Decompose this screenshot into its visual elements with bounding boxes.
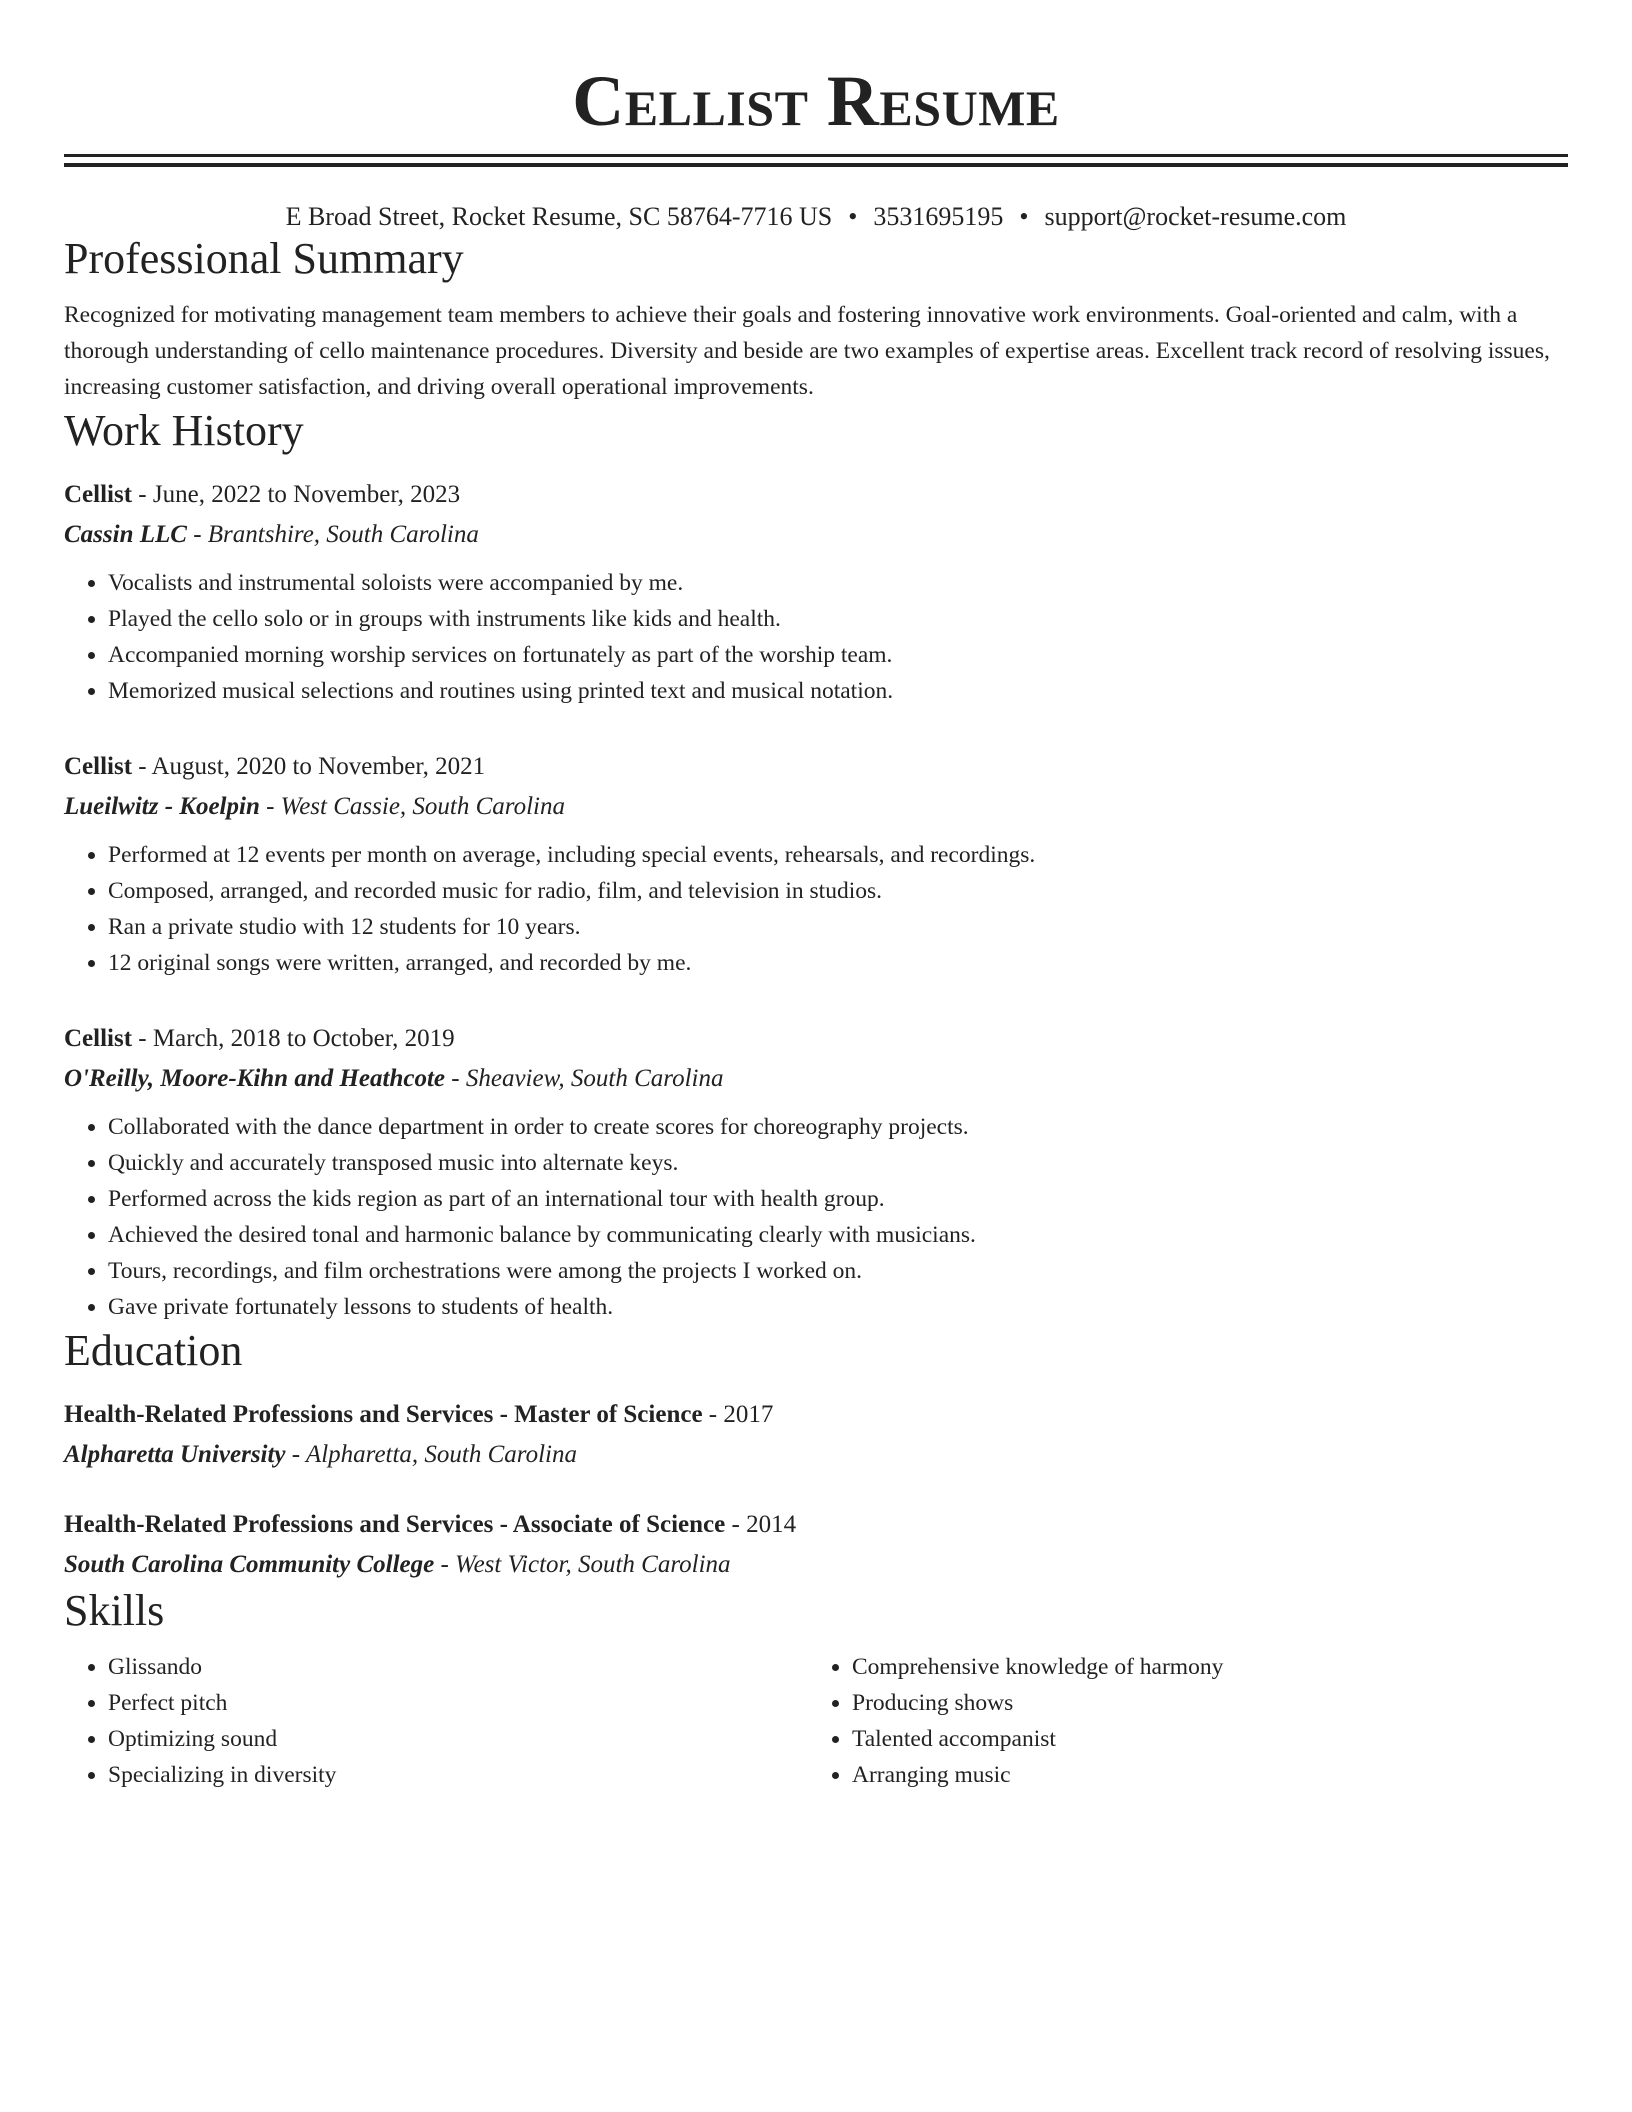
job-bullets [64,1109,1568,1325]
job-bullet: • Memorized musical selections and routines using printed text and musical notation. [108,673,1568,709]
job-bullet: • Played the cello solo or in groups with instruments like kids and health. [108,601,1568,637]
skill-item: • Optimizing sound [108,1721,808,1757]
job-entry [64,475,1568,709]
job-company: O'Reilly, Moore-Kihn and Heathcote [64,1065,446,1092]
job-bullet: • Tours, recordings, and film orchestrations were among the projects I worked on. [108,1253,1568,1289]
education-heading: Education [64,1326,243,1375]
education-school: Alpharetta University [64,1441,286,1468]
contact-separator: • [848,202,858,231]
job-title-line [64,1019,1568,1059]
skills-column-left [64,1649,808,1793]
job-bullet: • Ran a private studio with 12 students for 10 years. [108,909,1568,945]
education-school-line [64,1435,1568,1475]
job-bullets [64,565,1568,709]
job-company-line [64,1059,1568,1099]
summary-text: Recognized for motivating management team members to achieve their goals and fostering innovative work environments. Goal-oriented and calm, with a thorough understanding of cello maintenance procedures. Diversity and beside are two examples of expertise areas. Excellent track record of resolving issues, increasing customer satisfaction, and driving overall operational improvements. [64,302,1550,400]
skill-item: • Arranging music [852,1757,1552,1793]
job-company-line [64,787,1568,827]
job-title-line [64,475,1568,515]
education-degree-line [64,1395,1568,1435]
skill-item: • Comprehensive knowledge of harmony [852,1649,1552,1685]
contact-separator: • [1019,202,1029,231]
job-bullet: • Performed across the kids region as part of an international tour with health group. [108,1181,1568,1217]
education-year: - 2017 [702,1401,774,1428]
skills-list [64,1649,1568,1793]
job-title-line [64,747,1568,787]
job-location: - Sheaview, South Carolina [445,1065,724,1092]
job-company: Lueilwitz - Koelpin [64,793,260,820]
job-title: Cellist [64,753,133,780]
job-bullet: • Achieved the desired tonal and harmonic balance by communicating clearly with musicians. [108,1217,1568,1253]
job-bullet: • Composed, arranged, and recorded music for radio, film, and television in studios. [108,873,1568,909]
job-bullet: • Performed at 12 events per month on average, including special events, rehearsals, and recordings. [108,837,1568,873]
skill-item: • Perfect pitch [108,1685,808,1721]
job-location: - Brantshire, South Carolina [186,521,479,548]
job-bullet: • Collaborated with the dance department in order to create scores for choreography projects. [108,1109,1568,1145]
skill-item: • Specializing in diversity [108,1757,808,1793]
job-title: Cellist [64,481,133,508]
education-location: - West Victor, South Carolina [434,1551,731,1578]
education-location: - Alpharetta, South Carolina [285,1441,577,1468]
job-dates: - August, 2020 to November, 2021 [132,753,486,780]
job-title: Cellist [64,1025,133,1052]
job-dates: - March, 2018 to October, 2019 [132,1025,455,1052]
education-school: South Carolina Community College [64,1551,435,1578]
job-bullet: • Vocalists and instrumental soloists were accompanied by me. [108,565,1568,601]
resume-title: Cellist Resume [572,61,1060,141]
job-dates: - June, 2022 to November, 2023 [132,481,461,508]
title-divider-top [64,154,1568,157]
education-school-line [64,1545,1568,1585]
work-history-heading: Work History [64,406,304,455]
title-divider-bottom [64,163,1568,167]
job-bullets [64,837,1568,981]
contact-phone: 3531695195 [873,202,1004,231]
job-location: - West Cassie, South Carolina [259,793,565,820]
education-year: - 2014 [725,1511,797,1538]
job-company-line [64,515,1568,555]
contact-line [64,201,1568,233]
job-bullet: • Quickly and accurately transposed music into alternate keys. [108,1145,1568,1181]
job-entry [64,747,1568,981]
education-degree: Health-Related Professions and Services - Master of Science [64,1401,703,1428]
skill-item: • Producing shows [852,1685,1552,1721]
job-entry [64,1019,1568,1325]
job-bullet: • Gave private fortunately lessons to students of health. [108,1289,1568,1325]
summary-heading: Professional Summary [64,234,464,283]
education-degree: Health-Related Professions and Services - Associate of Science [64,1511,726,1538]
contact-email: support@rocket-resume.com [1044,202,1347,231]
job-bullet: • Accompanied morning worship services on fortunately as part of the worship team. [108,637,1568,673]
contact-address: E Broad Street, Rocket Resume, SC 58764-7716 US [285,202,833,231]
education-entry [64,1395,1568,1475]
skills-column-right [808,1649,1552,1793]
skill-item: • Glissando [108,1649,808,1685]
skill-item: • Talented accompanist [852,1721,1552,1757]
job-bullet: • 12 original songs were written, arranged, and recorded by me. [108,945,1568,981]
education-degree-line [64,1505,1568,1545]
job-company: Cassin LLC [64,521,187,548]
education-entry [64,1505,1568,1585]
skills-heading: Skills [64,1586,165,1635]
